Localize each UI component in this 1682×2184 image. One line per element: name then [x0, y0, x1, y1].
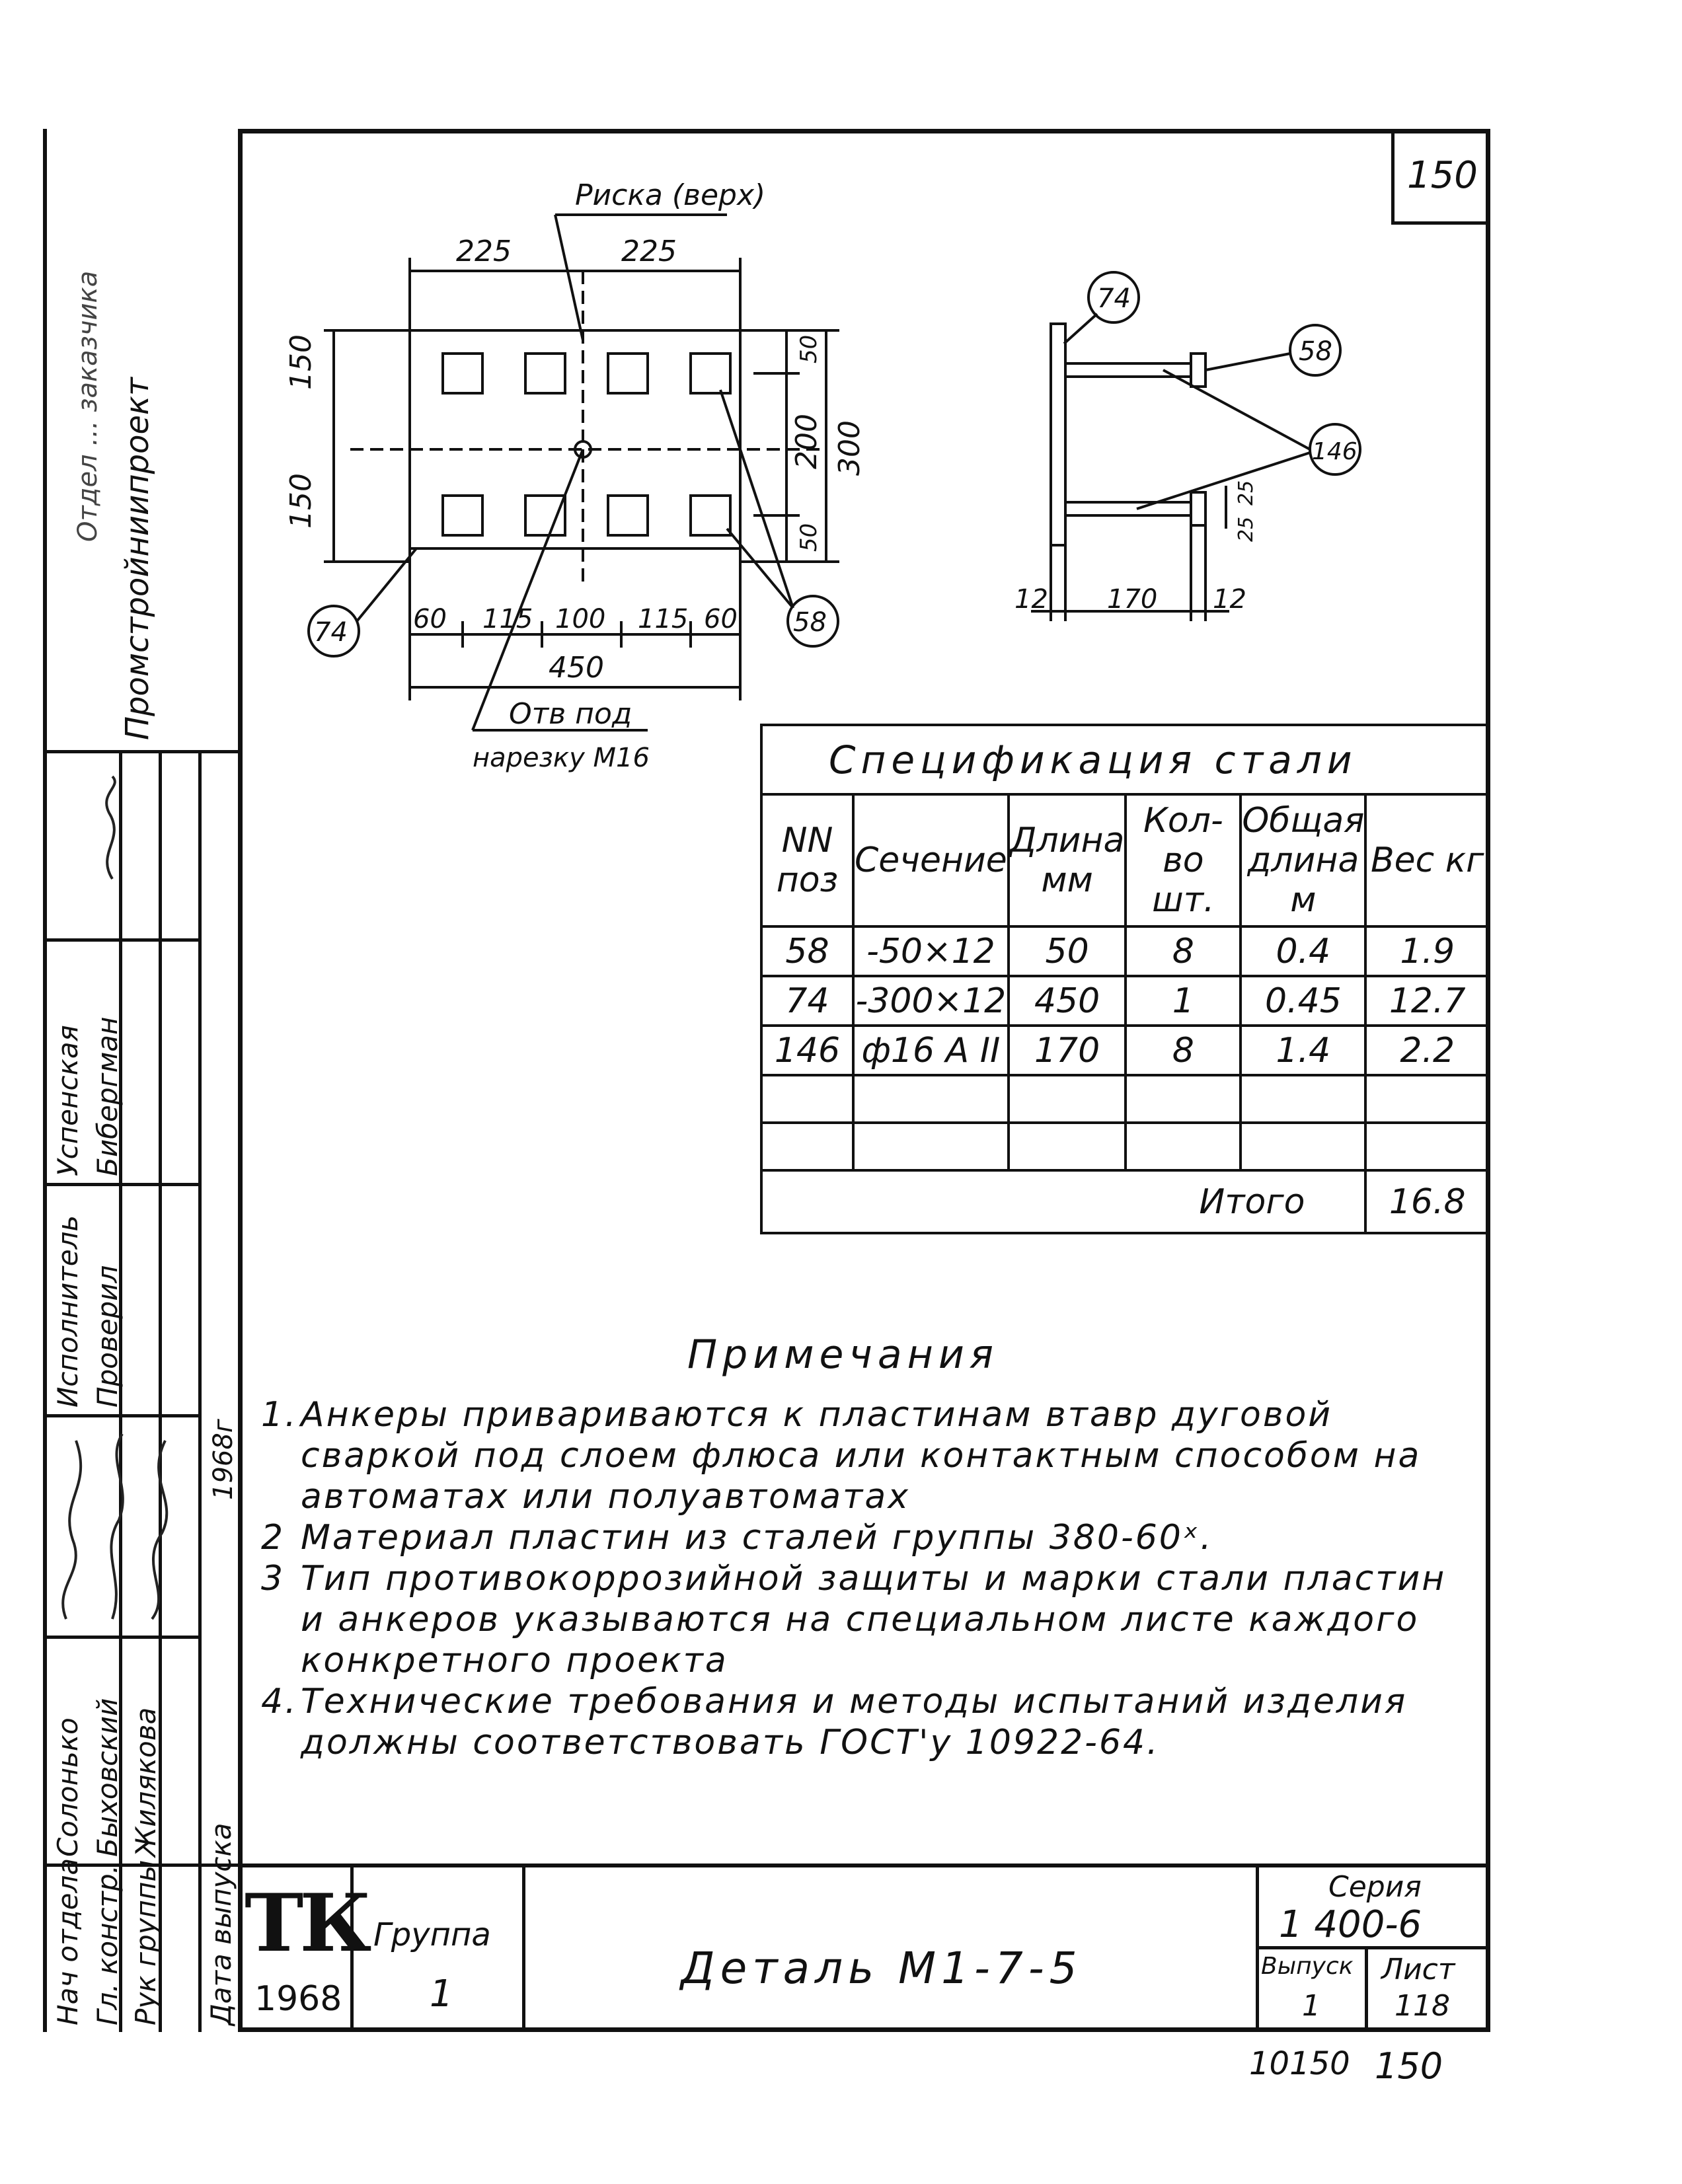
- strip-department: Отдел ... заказчика: [73, 270, 103, 542]
- table-row: [761, 976, 1489, 1026]
- cell: [1241, 1123, 1365, 1170]
- tb-divider: [1365, 1946, 1368, 2032]
- cell: ф16 А II: [853, 1026, 1009, 1075]
- cell: 50: [1009, 926, 1126, 976]
- cell: 450: [1009, 976, 1126, 1026]
- dim-top-1: 225: [456, 235, 512, 268]
- note-item: [261, 1558, 1477, 1681]
- cell: -50×12: [853, 926, 1009, 976]
- dim-left-1: 150: [284, 334, 318, 390]
- cell: [1126, 1075, 1241, 1123]
- footer-page: 150: [1375, 2045, 1443, 2087]
- tk-year: 1968: [254, 1979, 342, 2019]
- spec-header-weight: Вес кг: [1365, 794, 1489, 926]
- dim-bottom-1: 60: [413, 604, 447, 634]
- plan-view-drawing: [264, 172, 958, 800]
- issue-label: Выпуск: [1261, 1953, 1354, 1980]
- name-executor: Успенская: [52, 1025, 84, 1176]
- note-item: [261, 1681, 1477, 1763]
- signatures: [46, 1421, 205, 1632]
- series-value: 1 400-6: [1279, 1903, 1422, 1946]
- hole-label-2: нарезку М16: [473, 743, 650, 773]
- note-number: 2: [261, 1518, 286, 1558]
- cell: [1365, 1123, 1489, 1170]
- issue-value: 1: [1302, 1989, 1320, 2023]
- spec-header-pos: NN поз: [761, 794, 853, 926]
- notes-title: Примечания: [687, 1332, 999, 1378]
- anchor-square: [525, 354, 565, 393]
- table-row: [761, 1026, 1489, 1075]
- note-number: 3: [261, 1559, 286, 1599]
- side-dim-170: 170: [1107, 584, 1158, 615]
- tk-logo: ТК: [245, 1877, 368, 1970]
- cell: [1365, 1075, 1489, 1123]
- cell: 8: [1126, 1026, 1241, 1075]
- role-group-lead: Рук группы: [130, 1860, 162, 2025]
- dim-right-b: 200: [790, 414, 823, 469]
- hole-label-1: Отв под: [509, 697, 632, 731]
- dim-right-total: 300: [833, 420, 866, 476]
- cell: 12.7: [1365, 976, 1489, 1026]
- group-value: 1: [430, 1973, 453, 2015]
- note-text: Тип противокоррозийной защиты и марки стали пластин и анкеров указываются на специальном листе каждого конкретного проекта: [301, 1559, 1447, 1680]
- cell: 0.4: [1241, 926, 1365, 976]
- sheet-value: 118: [1395, 1989, 1450, 2023]
- anchor-square: [691, 354, 730, 393]
- anchor-square: [691, 496, 730, 535]
- corner-number: 150: [1407, 153, 1478, 197]
- spec-total-label: Итого: [761, 1170, 1365, 1233]
- callout-58-plan: 58: [793, 607, 827, 638]
- cell: 0.45: [1241, 976, 1365, 1026]
- anchor-square: [608, 354, 648, 393]
- drawing-title: Деталь М1-7-5: [681, 1943, 1083, 1994]
- callout-74-plan: 74: [314, 617, 348, 648]
- dim-right-c: 50: [796, 523, 822, 552]
- strip-line: [43, 1636, 202, 1639]
- note-item: [261, 1517, 1477, 1558]
- side-dim-25b: 25: [1235, 516, 1258, 542]
- dim-bottom-total: 450: [549, 651, 604, 685]
- cell: 146: [761, 1026, 853, 1075]
- role-executor: Исполнитель: [52, 1215, 84, 1408]
- anchor-square: [525, 496, 565, 535]
- footer-code: 10150: [1249, 2045, 1350, 2082]
- strip-organization: Промстройниипроект: [119, 377, 156, 740]
- cell: [761, 1123, 853, 1170]
- name-checker: Бибергман: [91, 1016, 124, 1176]
- cell: [853, 1123, 1009, 1170]
- tb-divider: [1256, 1946, 1490, 1949]
- dim-left-2: 150: [284, 473, 318, 529]
- note-number: 1.: [261, 1395, 298, 1435]
- name-head-dept: Солонько: [52, 1717, 84, 1857]
- role-checker: Проверил: [91, 1265, 124, 1408]
- name-group-lead: Жилякова: [130, 1707, 162, 1857]
- cell: [1009, 1075, 1126, 1123]
- cell: [1241, 1075, 1365, 1123]
- cell: 1.9: [1365, 926, 1489, 976]
- spec-header-total-length: Общая длина м: [1241, 794, 1365, 926]
- sheet-label: Лист: [1381, 1953, 1455, 1986]
- tb-divider: [522, 1864, 525, 2032]
- note-text: Материал пластин из сталей группы 380-60ˣ.: [301, 1518, 1213, 1558]
- note-text: Технические требования и методы испытаний изделия должны соответствовать ГОСТ'у 10922-64.: [301, 1682, 1408, 1762]
- strip-line: [198, 750, 202, 2032]
- cell: 2.2: [1365, 1026, 1489, 1075]
- risk-label: Риска (верх): [575, 178, 766, 212]
- dim-bottom-2: 115: [482, 604, 533, 634]
- dim-right-a: 50: [796, 334, 822, 363]
- side-dim-12a: 12: [1014, 584, 1048, 615]
- cell: 58: [761, 926, 853, 976]
- table-row: [761, 926, 1489, 976]
- cell: 170: [1009, 1026, 1126, 1075]
- strip-line: [43, 1183, 202, 1186]
- strip-line: [43, 1414, 202, 1417]
- cell: -300×12: [853, 976, 1009, 1026]
- note-text: Анкеры привариваются к пластинам втавр дуговой сваркой под слоем флюса или контактным способом на автоматах или полуавтоматах: [301, 1395, 1422, 1517]
- side-dim-25a: 25: [1235, 480, 1258, 506]
- cell: [761, 1075, 853, 1123]
- spec-total-value: 16.8: [1365, 1170, 1489, 1233]
- signature-top: [93, 773, 132, 885]
- anchor-square: [443, 354, 482, 393]
- series-label: Серия: [1328, 1870, 1422, 1904]
- notes-list: [261, 1394, 1477, 1763]
- dim-bottom-3: 100: [555, 604, 606, 634]
- side-dim-12b: 12: [1213, 584, 1246, 615]
- side-view-drawing: [991, 251, 1401, 661]
- spec-table: [760, 724, 1490, 1234]
- corner-number-box: [1391, 129, 1490, 225]
- left-margin-line: [43, 129, 47, 2032]
- callout-58-side: 58: [1299, 336, 1332, 367]
- strip-line: [43, 938, 202, 942]
- callout-74-side: 74: [1097, 283, 1131, 314]
- cell: 74: [761, 976, 853, 1026]
- callout-146-side: 146: [1312, 438, 1357, 465]
- table-row: [761, 1123, 1489, 1170]
- role-chief-designer: Гл. констр.: [91, 1864, 124, 2025]
- anchor-square: [443, 496, 482, 535]
- note-number: 4.: [261, 1682, 298, 1721]
- table-row: [761, 1075, 1489, 1123]
- dim-top-2: 225: [621, 235, 677, 268]
- release-date-label: Дата выпуска: [205, 1823, 237, 2025]
- strip-line: [43, 750, 238, 753]
- anchor-square: [608, 496, 648, 535]
- name-chief-designer: Быховский: [91, 1698, 124, 1857]
- group-label: Группа: [373, 1916, 491, 1953]
- cell: 1.4: [1241, 1026, 1365, 1075]
- cell: [853, 1075, 1009, 1123]
- cell: 1: [1126, 976, 1241, 1026]
- note-item: [261, 1394, 1477, 1517]
- cell: 8: [1126, 926, 1241, 976]
- dim-bottom-5: 60: [704, 604, 738, 634]
- release-year: 1968г: [208, 1419, 239, 1500]
- cell: [1009, 1123, 1126, 1170]
- role-head-dept: Нач отдела: [52, 1858, 84, 2025]
- cell: [1126, 1123, 1241, 1170]
- dim-bottom-4: 115: [638, 604, 689, 634]
- spec-header-length: Длина мм: [1009, 794, 1126, 926]
- spec-header-qty: Кол-во шт.: [1126, 794, 1241, 926]
- spec-header-section: Сечение: [853, 794, 1009, 926]
- spec-title: Спецификация стали: [761, 725, 1489, 794]
